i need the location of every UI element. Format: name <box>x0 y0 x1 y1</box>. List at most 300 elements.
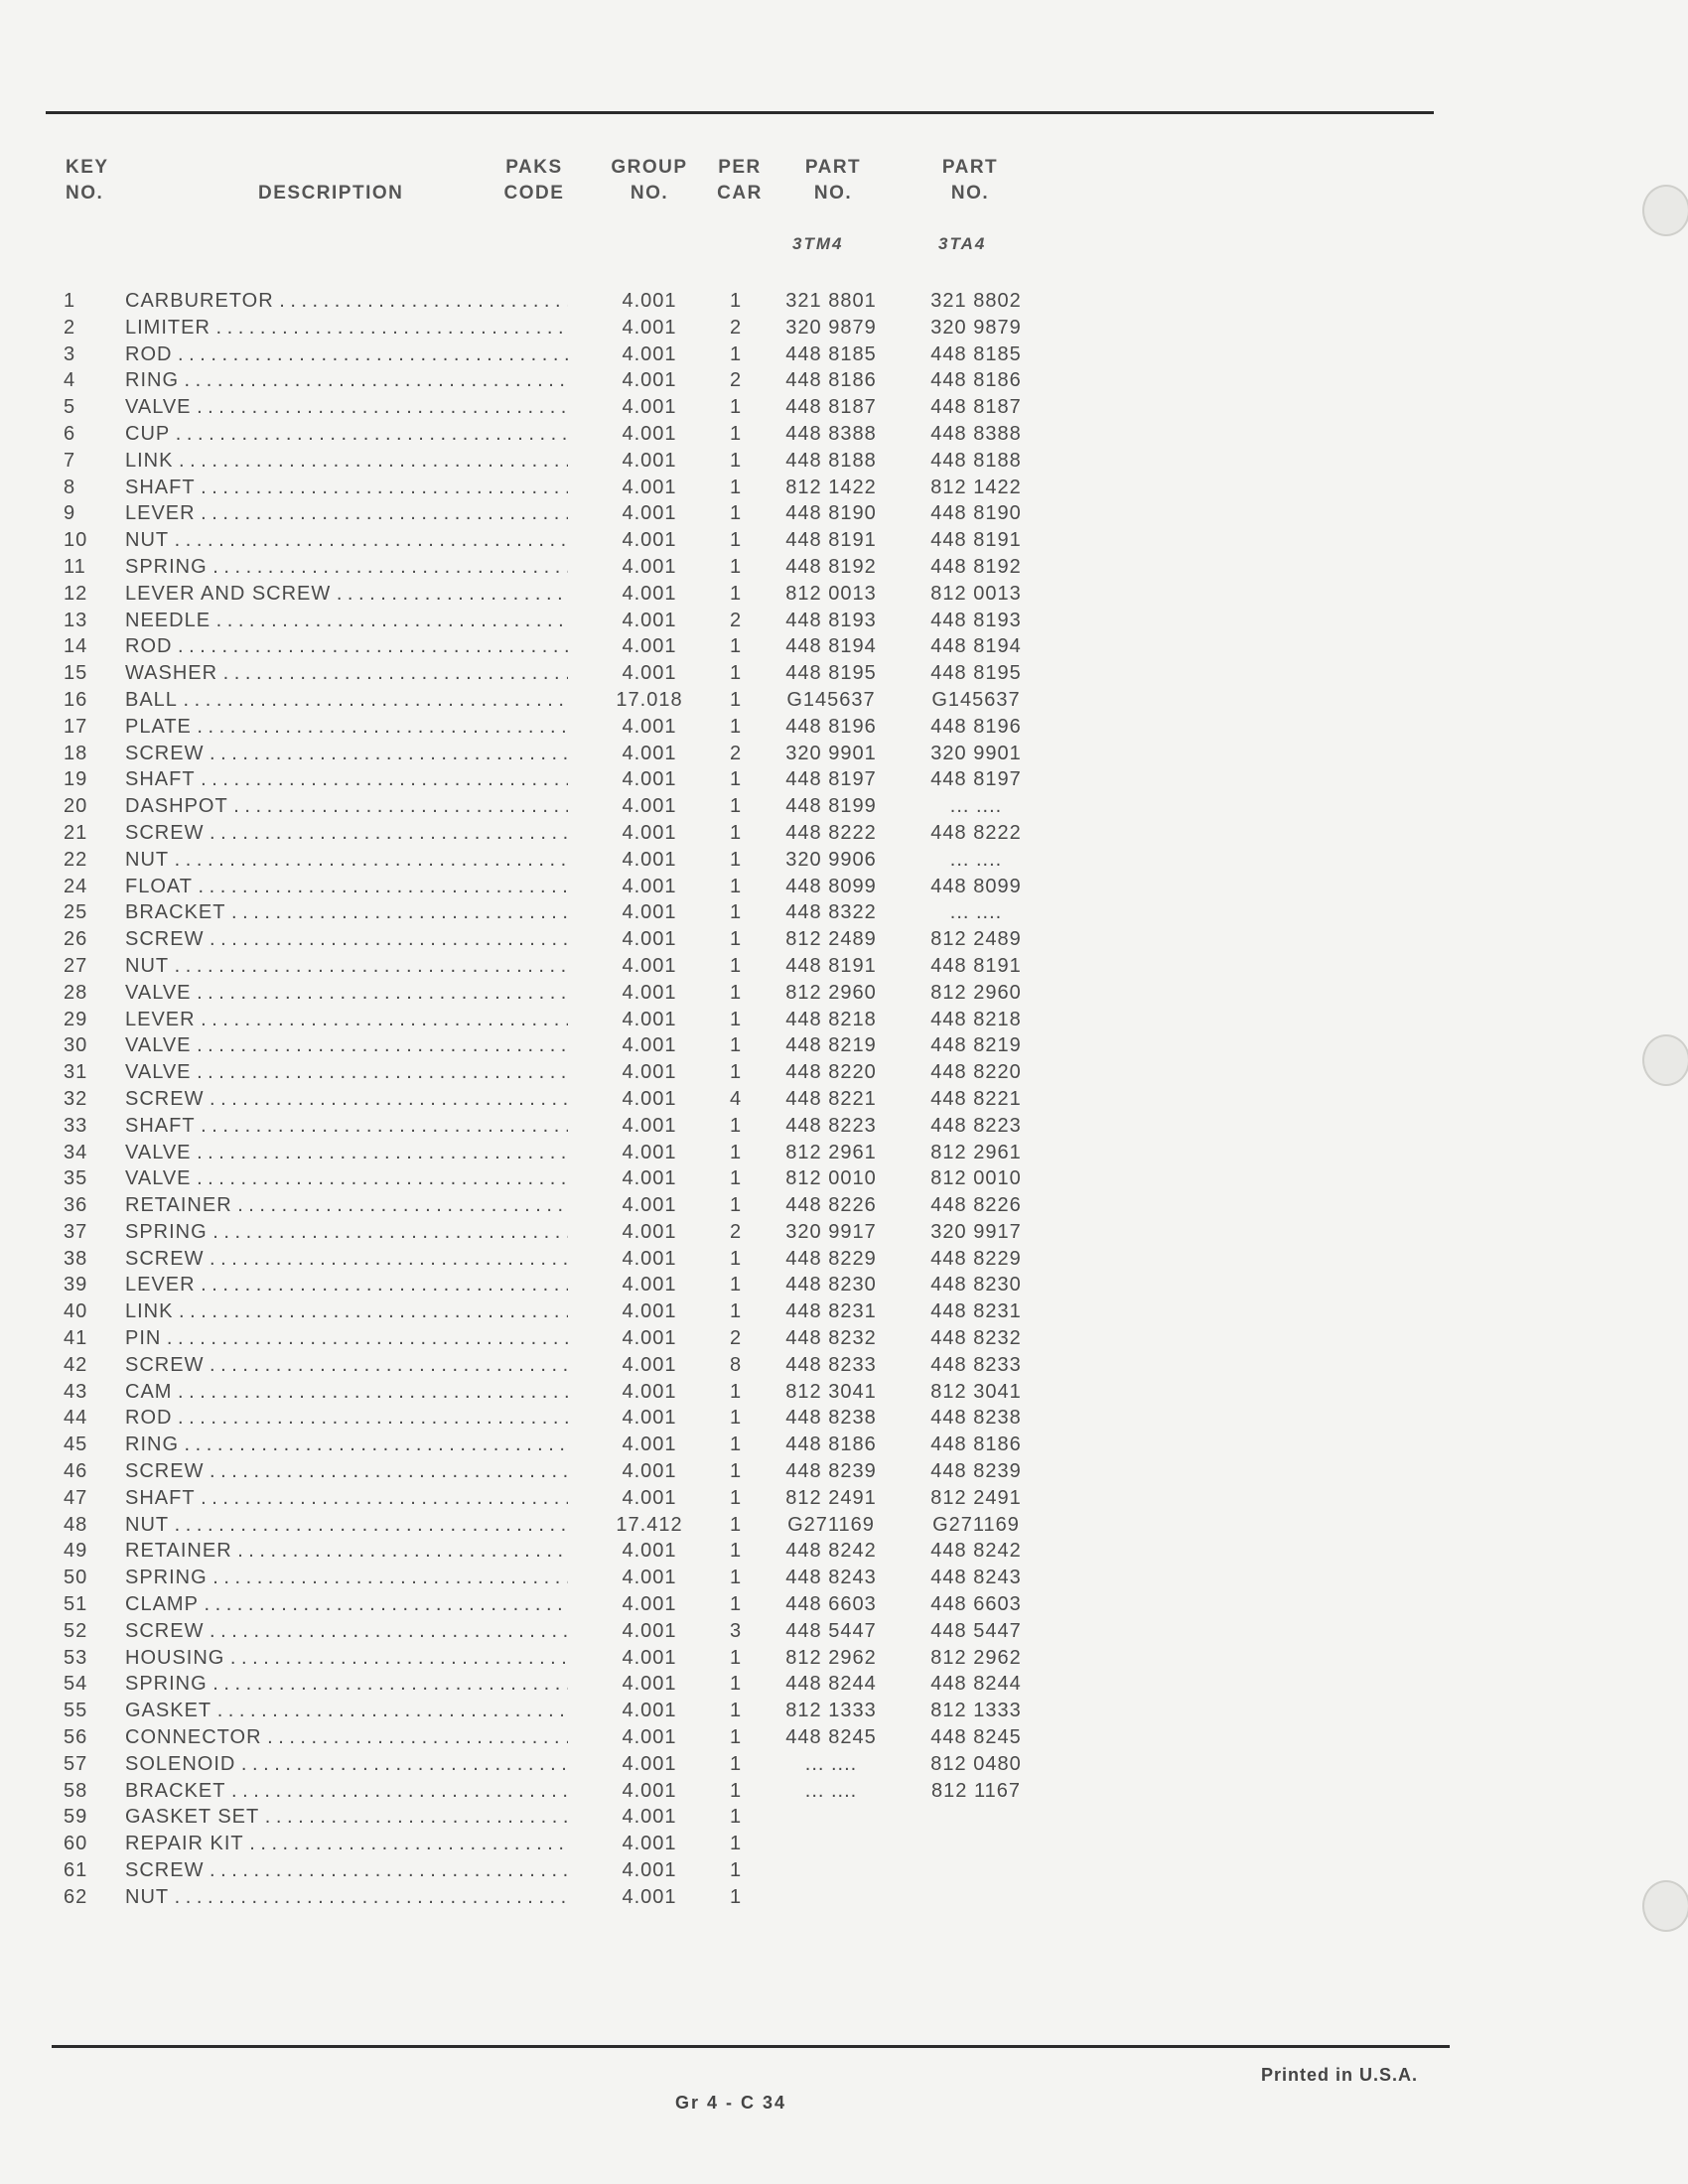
part-no-3tm4: 448 8188 <box>785 449 877 472</box>
table-row <box>0 874 1092 900</box>
description: SCREW . . . <box>125 1352 568 1379</box>
part-no-3ta4: 812 0013 <box>930 582 1022 605</box>
header-per-car: PER CAR <box>717 157 763 204</box>
part-no-3ta4: 448 5447 <box>930 1619 1022 1642</box>
per-car: 1 <box>729 1752 743 1775</box>
description: VALVE . . . <box>125 980 568 1007</box>
part-no-3tm4: 448 6603 <box>785 1593 877 1616</box>
part-no-3ta4: 448 8187 <box>930 396 1022 419</box>
table-row <box>0 1538 1092 1565</box>
per-car: 1 <box>729 1806 743 1829</box>
key-no: 42 <box>64 1353 88 1376</box>
part-no-3ta4: 448 8219 <box>930 1034 1022 1057</box>
key-no: 28 <box>64 981 88 1004</box>
key-no: 57 <box>64 1752 88 1775</box>
description: SCREW . . . <box>125 1458 568 1485</box>
group-no: 4.001 <box>622 1008 677 1030</box>
part-no-3tm4: 448 8219 <box>785 1034 877 1057</box>
key-no: 56 <box>64 1726 88 1749</box>
key-no: 32 <box>64 1087 88 1110</box>
table-row <box>0 1113 1092 1140</box>
part-no-3tm4: 448 8191 <box>785 954 877 977</box>
per-car: 1 <box>729 635 743 658</box>
description: BRACKET . . . <box>125 1778 568 1805</box>
part-no-3tm4: 448 8190 <box>785 502 877 525</box>
binder-hole <box>1642 1034 1688 1086</box>
key-no: 5 <box>64 396 76 419</box>
part-no-3tm4: 448 8233 <box>785 1353 877 1376</box>
per-car: 3 <box>729 1619 743 1642</box>
group-no: 4.001 <box>622 1700 677 1722</box>
part-no-3ta4: 448 8197 <box>930 768 1022 791</box>
part-no-3tm4: 812 1422 <box>785 476 877 498</box>
part-no-3ta4: 448 8242 <box>930 1540 1022 1563</box>
per-car: 1 <box>729 1433 743 1456</box>
per-car: 1 <box>729 582 743 605</box>
description: NUT . . . <box>125 1512 568 1539</box>
group-no: 4.001 <box>622 1486 677 1509</box>
printed-in-usa: Printed in U.S.A. <box>1261 2065 1419 2085</box>
part-no-3ta4: 448 8192 <box>930 555 1022 578</box>
group-no: 4.001 <box>622 290 677 312</box>
description: NUT . . . <box>125 847 568 874</box>
key-no: 55 <box>64 1700 88 1722</box>
key-no: 6 <box>64 422 76 445</box>
part-no-3ta4: 448 8188 <box>930 449 1022 472</box>
description: RING . . . <box>125 1432 568 1458</box>
group-no: 4.001 <box>622 875 677 897</box>
table-row <box>0 315 1092 341</box>
parts-table <box>0 288 1092 1911</box>
part-no-3tm4: 448 8231 <box>785 1300 877 1323</box>
binder-hole <box>1642 185 1688 236</box>
part-no-3ta4: 448 8232 <box>930 1327 1022 1350</box>
description: WASHER . . . <box>125 660 568 687</box>
description: SHAFT . . . <box>125 1113 568 1140</box>
group-no: 4.001 <box>622 1433 677 1456</box>
header-key-no: KEY NO. <box>66 157 109 204</box>
key-no: 30 <box>64 1034 88 1057</box>
per-car: 1 <box>729 1593 743 1616</box>
group-no: 4.001 <box>622 1087 677 1110</box>
group-no: 4.001 <box>622 1833 677 1855</box>
description: SPRING . . . <box>125 554 568 581</box>
table-row <box>0 394 1092 421</box>
table-row <box>0 1379 1092 1406</box>
group-no: 4.001 <box>622 1752 677 1775</box>
part-no-3tm4: 812 2960 <box>785 981 877 1004</box>
table-row <box>0 1565 1092 1591</box>
key-no: 11 <box>64 555 86 578</box>
key-no: 2 <box>64 316 76 339</box>
description: HOUSING . . . <box>125 1645 568 1672</box>
part-no-3tm4: 448 8229 <box>785 1247 877 1270</box>
header-paks-code: PAKS CODE <box>503 157 565 204</box>
group-no: 4.001 <box>622 795 677 818</box>
part-no-3ta4: 448 8190 <box>930 502 1022 525</box>
group-no: 4.001 <box>622 396 677 419</box>
group-no: 4.001 <box>622 1167 677 1190</box>
per-car: 1 <box>729 342 743 365</box>
per-car: 1 <box>729 1141 743 1163</box>
part-no-3tm4: 448 8186 <box>785 1433 877 1456</box>
part-no-3ta4: 812 1333 <box>930 1700 1022 1722</box>
part-no-3ta4: 448 8194 <box>930 635 1022 658</box>
part-no-3tm4: 448 8242 <box>785 1540 877 1563</box>
description: VALVE . . . <box>125 1165 568 1192</box>
table-row <box>0 714 1092 741</box>
per-car: 1 <box>729 1300 743 1323</box>
per-car: 1 <box>729 396 743 419</box>
table-row <box>0 1192 1092 1219</box>
description: CLAMP . . . <box>125 1591 568 1618</box>
group-no: 4.001 <box>622 928 677 951</box>
part-no-3tm4: 448 8187 <box>785 396 877 419</box>
part-no-3tm4: 321 8801 <box>785 290 877 312</box>
part-no-3ta4: G145637 <box>931 688 1021 711</box>
group-no: 4.001 <box>622 1327 677 1350</box>
table-row <box>0 554 1092 581</box>
part-no-3tm4: 448 8220 <box>785 1061 877 1084</box>
part-no-3tm4: 448 8193 <box>785 609 877 631</box>
description: SCREW . . . <box>125 1618 568 1645</box>
part-no-3ta4: 448 8245 <box>930 1726 1022 1749</box>
key-no: 45 <box>64 1433 88 1456</box>
description: SCREW . . . <box>125 741 568 767</box>
description: SCREW . . . <box>125 926 568 953</box>
part-no-3ta4: 812 2489 <box>930 928 1022 951</box>
description: SHAFT . . . <box>125 475 568 501</box>
group-no: 4.001 <box>622 1646 677 1669</box>
group-no: 4.001 <box>622 555 677 578</box>
part-no-3ta4: 448 8233 <box>930 1353 1022 1376</box>
key-no: 21 <box>64 821 88 844</box>
per-car: 1 <box>729 1008 743 1030</box>
per-car: 1 <box>729 1194 743 1217</box>
part-no-3ta4: 448 8244 <box>930 1673 1022 1696</box>
part-no-3tm4: 812 2962 <box>785 1646 877 1669</box>
key-no: 26 <box>64 928 88 951</box>
key-no: 44 <box>64 1407 88 1430</box>
part-no-3tm4: 320 9879 <box>785 316 877 339</box>
per-car: 1 <box>729 1779 743 1802</box>
key-no: 1 <box>64 290 76 312</box>
table-row <box>0 1857 1092 1884</box>
part-no-3tm4: 448 8243 <box>785 1567 877 1589</box>
key-no: 36 <box>64 1194 88 1217</box>
description: PIN . . . <box>125 1325 568 1352</box>
group-no: 4.001 <box>622 1274 677 1297</box>
group-no: 4.001 <box>622 901 677 924</box>
part-no-3tm4: 448 8196 <box>785 715 877 738</box>
key-no: 37 <box>64 1220 88 1243</box>
key-no: 13 <box>64 609 88 631</box>
key-no: 7 <box>64 449 76 472</box>
part-no-3tm4: 448 8222 <box>785 821 877 844</box>
key-no: 62 <box>64 1885 88 1908</box>
page-number: Gr 4 - C 34 <box>675 2093 787 2113</box>
key-no: 43 <box>64 1380 88 1403</box>
group-no: 4.001 <box>622 1353 677 1376</box>
table-row <box>0 633 1092 660</box>
part-no-3ta4: 448 8221 <box>930 1087 1022 1110</box>
per-car: 1 <box>729 928 743 951</box>
description: SHAFT . . . <box>125 766 568 793</box>
description: SCREW . . . <box>125 1857 568 1884</box>
part-no-3ta4: 448 8222 <box>930 821 1022 844</box>
per-car: 1 <box>729 1833 743 1855</box>
part-no-3tm4: 320 9906 <box>785 848 877 871</box>
table-row <box>0 527 1092 554</box>
part-no-3tm4: 448 8185 <box>785 342 877 365</box>
header-description: DESCRIPTION <box>258 183 404 204</box>
part-no-3ta4: 448 8226 <box>930 1194 1022 1217</box>
key-no: 50 <box>64 1567 88 1589</box>
group-no: 4.001 <box>622 1806 677 1829</box>
per-car: 1 <box>729 1513 743 1536</box>
table-row <box>0 500 1092 527</box>
per-car: 4 <box>729 1087 743 1110</box>
group-no: 4.001 <box>622 1220 677 1243</box>
table-row <box>0 341 1092 368</box>
group-no: 4.001 <box>622 1034 677 1057</box>
per-car: 1 <box>729 1567 743 1589</box>
part-no-3ta4: 448 8238 <box>930 1407 1022 1430</box>
key-no: 33 <box>64 1114 88 1137</box>
part-no-3tm4: 448 8195 <box>785 662 877 685</box>
description: VALVE . . . <box>125 1059 568 1086</box>
per-car: 1 <box>729 1274 743 1297</box>
part-no-3tm4: 448 8197 <box>785 768 877 791</box>
per-car: 1 <box>729 290 743 312</box>
table-row <box>0 1325 1092 1352</box>
table-row <box>0 421 1092 448</box>
group-no: 4.001 <box>622 954 677 977</box>
part-no-3tm4: 320 9901 <box>785 742 877 764</box>
part-no-3ta4: 448 8195 <box>930 662 1022 685</box>
group-no: 4.001 <box>622 476 677 498</box>
per-car: 1 <box>729 1646 743 1669</box>
description: PLATE . . . <box>125 714 568 741</box>
key-no: 14 <box>64 635 88 658</box>
table-row <box>0 847 1092 874</box>
description: SCREW . . . <box>125 1086 568 1113</box>
group-no: 4.001 <box>622 609 677 631</box>
table-row <box>0 1724 1092 1751</box>
part-no-3tm4: 448 8192 <box>785 555 877 578</box>
table-row <box>0 1458 1092 1485</box>
part-no-3ta4: 448 8185 <box>930 342 1022 365</box>
per-car: 1 <box>729 981 743 1004</box>
part-no-3tm4: 448 8218 <box>785 1008 877 1030</box>
description: LEVER . . . <box>125 500 568 527</box>
group-no: 4.001 <box>622 1061 677 1084</box>
part-no-3tm4: G271169 <box>787 1513 875 1536</box>
part-no-3tm4: 448 8199 <box>785 795 877 818</box>
key-no: 59 <box>64 1806 88 1829</box>
part-no-3ta4: 448 8196 <box>930 715 1022 738</box>
table-row <box>0 793 1092 820</box>
table-row <box>0 687 1092 714</box>
table-row <box>0 448 1092 475</box>
table-row <box>0 1032 1092 1059</box>
description: NEEDLE . . . <box>125 608 568 634</box>
description: NUT . . . <box>125 1884 568 1911</box>
description: VALVE . . . <box>125 1032 568 1059</box>
part-no-3ta4: G271169 <box>932 1513 1020 1536</box>
header-part-no-1: PART NO. <box>804 157 862 204</box>
key-no: 9 <box>64 502 76 525</box>
key-no: 39 <box>64 1274 88 1297</box>
table-row <box>0 1831 1092 1857</box>
per-car: 1 <box>729 768 743 791</box>
table-row <box>0 899 1092 926</box>
key-no: 61 <box>64 1859 88 1882</box>
part-no-3tm4: 448 8186 <box>785 369 877 392</box>
description: GASKET . . . <box>125 1698 568 1724</box>
per-car: 1 <box>729 1726 743 1749</box>
table-row <box>0 1751 1092 1778</box>
part-no-3tm4: 448 8388 <box>785 422 877 445</box>
part-no-3ta4: 448 8218 <box>930 1008 1022 1030</box>
per-car: 1 <box>729 529 743 552</box>
header-part-no-2: PART NO. <box>941 157 999 204</box>
description: RETAINER . . . <box>125 1538 568 1565</box>
key-no: 4 <box>64 369 76 392</box>
description: ROD . . . <box>125 341 568 368</box>
table-row <box>0 820 1092 847</box>
description: BALL . . . <box>125 687 568 714</box>
table-row <box>0 1059 1092 1086</box>
part-no-3ta4: 320 9901 <box>930 742 1022 764</box>
group-no: 4.001 <box>622 1859 677 1882</box>
per-car: 1 <box>729 715 743 738</box>
description: SPRING . . . <box>125 1219 568 1246</box>
key-no: 38 <box>64 1247 88 1270</box>
part-no-3ta4: 812 0010 <box>930 1167 1022 1190</box>
table-row <box>0 1645 1092 1672</box>
part-no-3tm4: 812 2489 <box>785 928 877 951</box>
description: SCREW . . . <box>125 1246 568 1273</box>
part-no-3ta4: 812 2491 <box>930 1486 1022 1509</box>
description: ROD . . . <box>125 1405 568 1432</box>
table-row <box>0 1671 1092 1698</box>
part-no-3tm4: 448 8238 <box>785 1407 877 1430</box>
key-no: 3 <box>64 342 76 365</box>
per-car: 1 <box>729 1460 743 1483</box>
model-3tm4-label: 3TM4 <box>792 234 844 253</box>
group-no: 4.001 <box>622 1567 677 1589</box>
part-no-3tm4: G145637 <box>786 688 876 711</box>
key-no: 31 <box>64 1061 88 1084</box>
group-no: 4.001 <box>622 821 677 844</box>
per-car: 1 <box>729 1885 743 1908</box>
group-no: 17.018 <box>616 688 683 711</box>
part-no-3ta4: 448 8191 <box>930 954 1022 977</box>
description: RING . . . <box>125 367 568 394</box>
part-no-3ta4: 448 8193 <box>930 609 1022 631</box>
per-car: 1 <box>729 1700 743 1722</box>
part-no-3ta4: ... .... <box>949 848 1003 871</box>
part-no-3tm4: 448 5447 <box>785 1619 877 1642</box>
table-row <box>0 1512 1092 1539</box>
table-row <box>0 1884 1092 1911</box>
part-no-3tm4: 320 9917 <box>785 1220 877 1243</box>
table-row <box>0 1165 1092 1192</box>
description: SPRING . . . <box>125 1565 568 1591</box>
part-no-3tm4: 812 2961 <box>785 1141 877 1163</box>
key-no: 15 <box>64 662 88 685</box>
per-car: 1 <box>729 662 743 685</box>
table-row <box>0 475 1092 501</box>
table-row <box>0 1591 1092 1618</box>
description: LEVER . . . <box>125 1007 568 1033</box>
part-no-3ta4: 448 8231 <box>930 1300 1022 1323</box>
model-3ta4-label: 3TA4 <box>938 234 987 253</box>
group-no: 4.001 <box>622 1885 677 1908</box>
per-car: 2 <box>729 609 743 631</box>
per-car: 1 <box>729 449 743 472</box>
part-no-3ta4: 812 0480 <box>930 1752 1022 1775</box>
part-no-3ta4: 812 1422 <box>930 476 1022 498</box>
table-row <box>0 1432 1092 1458</box>
group-no: 4.001 <box>622 981 677 1004</box>
part-no-3tm4: ... .... <box>804 1752 858 1775</box>
key-no: 46 <box>64 1460 88 1483</box>
description: SOLENOID . . . <box>125 1751 568 1778</box>
description: RETAINER . . . <box>125 1192 568 1219</box>
per-car: 1 <box>729 1380 743 1403</box>
description: SPRING . . . <box>125 1671 568 1698</box>
part-no-3ta4: ... .... <box>949 795 1003 818</box>
part-no-3ta4: 812 2960 <box>930 981 1022 1004</box>
key-no: 25 <box>64 901 88 924</box>
part-no-3tm4: 448 8232 <box>785 1327 877 1350</box>
bottom-rule <box>52 2045 1450 2048</box>
description: DASHPOT . . . <box>125 793 568 820</box>
part-no-3ta4: 448 8099 <box>930 875 1022 897</box>
key-no: 60 <box>64 1833 88 1855</box>
part-no-3ta4: 448 8230 <box>930 1274 1022 1297</box>
part-no-3tm4: 812 1333 <box>785 1700 877 1722</box>
table-row <box>0 367 1092 394</box>
table-row <box>0 741 1092 767</box>
per-car: 1 <box>729 1486 743 1509</box>
key-no: 17 <box>64 715 88 738</box>
table-row <box>0 660 1092 687</box>
group-no: 4.001 <box>622 422 677 445</box>
group-no: 4.001 <box>622 742 677 764</box>
per-car: 1 <box>729 1061 743 1084</box>
group-no: 4.001 <box>622 635 677 658</box>
key-no: 24 <box>64 875 88 897</box>
part-no-3tm4: 448 8221 <box>785 1087 877 1110</box>
description: FLOAT . . . <box>125 874 568 900</box>
per-car: 1 <box>729 795 743 818</box>
part-no-3tm4: 448 8239 <box>785 1460 877 1483</box>
per-car: 8 <box>729 1353 743 1376</box>
table-row <box>0 1485 1092 1512</box>
description: CARBURETOR . . . <box>125 288 568 315</box>
key-no: 58 <box>64 1779 88 1802</box>
description: NUT . . . <box>125 527 568 554</box>
group-no: 4.001 <box>622 529 677 552</box>
per-car: 1 <box>729 1034 743 1057</box>
table-row <box>0 288 1092 315</box>
group-no: 4.001 <box>622 715 677 738</box>
part-no-3tm4: ... .... <box>804 1779 858 1802</box>
table-row <box>0 1698 1092 1724</box>
